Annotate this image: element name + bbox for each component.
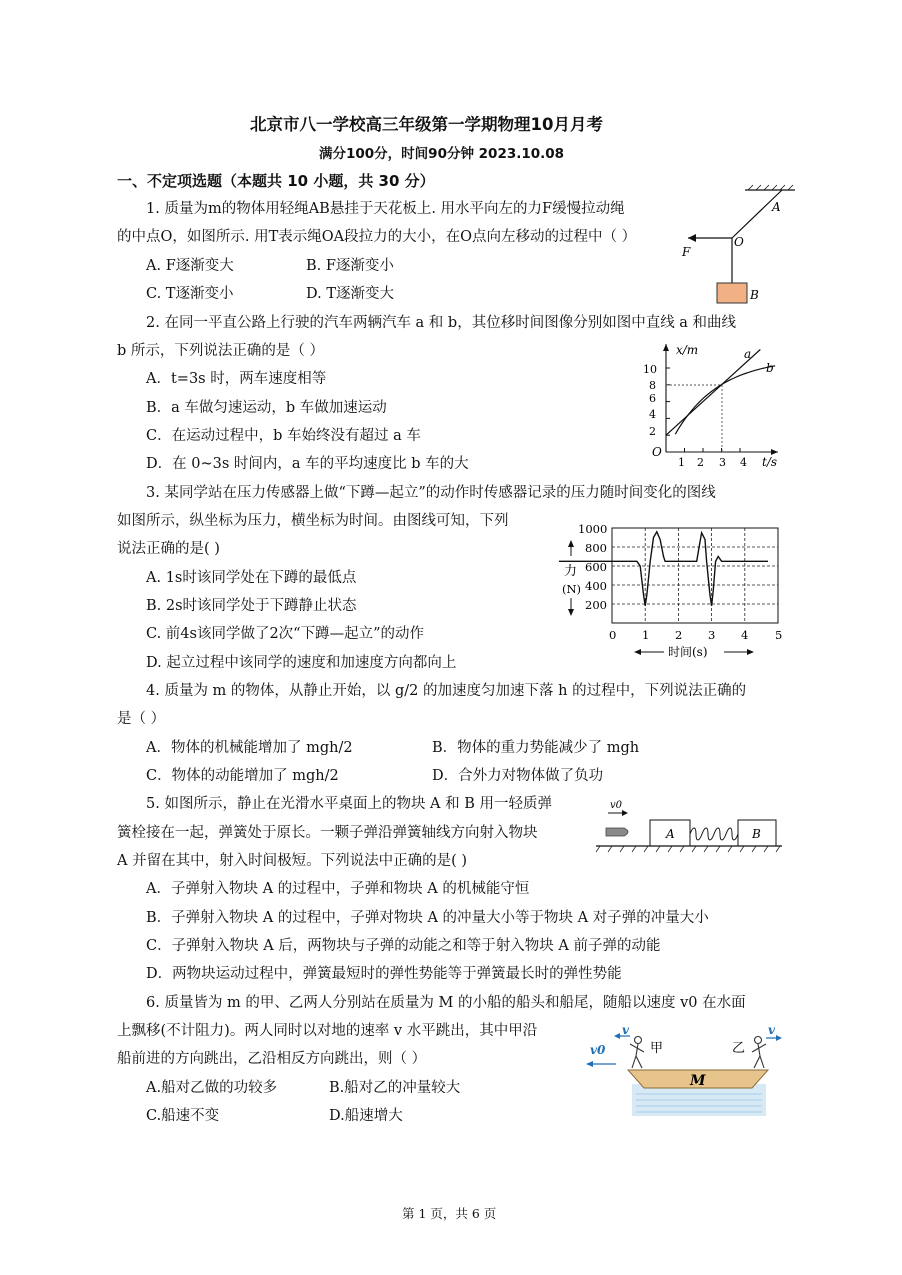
section-heading: 一、不定项选题（本题共 10 小题，共 30 分） bbox=[117, 172, 435, 190]
q2-stem-line1: 2. 在同一平直公路上行驶的汽车两辆汽车 a 和 b，其位移时间图像分别如图中直线 a 和曲线 bbox=[146, 315, 737, 331]
ytick-800: 800 bbox=[585, 541, 607, 555]
q1-option-d: D. T逐渐变大 bbox=[306, 286, 394, 302]
x-axis-label: x/m bbox=[676, 343, 699, 357]
q3-option-d: D. 起立过程中该同学的速度和加速度方向都向上 bbox=[146, 655, 457, 671]
q1-stem-line1: 1. 质量为m的物体用轻绳AB悬挂于天花板上. 用水平向左的力F缓慢拉动绳 bbox=[146, 201, 625, 217]
person-yi bbox=[752, 1037, 766, 1069]
v0-arrowhead bbox=[622, 810, 628, 816]
ytick-2: 2 bbox=[649, 425, 656, 438]
q4-option-d: D．合外力对物体做了负功 bbox=[432, 768, 604, 784]
curve-a-label: a bbox=[744, 347, 752, 361]
q5-stem-line3: A 并留在其中，射入时间极短。下列说法中正确的是( ) bbox=[117, 853, 468, 869]
xtick-4: 4 bbox=[740, 456, 747, 469]
q3-option-b: B. 2s时该同学处于下蹲静止状态 bbox=[146, 598, 357, 614]
q6-boat-figure bbox=[582, 1022, 782, 1118]
table-hatch bbox=[596, 846, 780, 852]
q4-option-c: C．物体的动能增加了 mgh/2 bbox=[146, 768, 339, 784]
jia-label: 甲 bbox=[650, 1041, 664, 1056]
q6-stem-line1: 6. 质量皆为 m 的甲、乙两人分别站在质量为 M 的小船的船头和船尾，随船以速度 v0 在水面 bbox=[146, 995, 746, 1011]
q6-stem-line2: 上飘移(不计阻力)。两人同时以对地的速率 v 水平跳出，其中甲沿 bbox=[117, 1023, 538, 1039]
q4-option-b: B．物体的重力势能减少了 mgh bbox=[432, 740, 640, 756]
spring bbox=[690, 828, 738, 840]
block-a-label: A bbox=[666, 827, 675, 841]
q6-option-a: A.船对乙做的功较多 bbox=[146, 1080, 278, 1096]
t-axis-label: t/s bbox=[762, 455, 778, 469]
q5-option-b: B．子弹射入物块 A 的过程中，子弹对物块 A 的冲量大小等于物块 A 对子弹的冲量大小 bbox=[146, 910, 709, 926]
ytick-8: 8 bbox=[649, 379, 656, 392]
y-label-force: 力 bbox=[564, 564, 578, 579]
xtick-0: 0 bbox=[609, 628, 617, 642]
ytick-400: 400 bbox=[585, 579, 607, 593]
q2-option-b: B．a 车做匀速运动，b 车做加速运动 bbox=[146, 400, 387, 416]
q6-option-d: D.船速增大 bbox=[329, 1108, 403, 1124]
x-axis-arrow bbox=[663, 344, 669, 351]
ytick-10: 10 bbox=[643, 363, 657, 376]
y-label-unit: (N) bbox=[562, 582, 582, 596]
v0-arrowhead bbox=[586, 1061, 593, 1067]
bullet bbox=[606, 828, 628, 836]
person-jia bbox=[630, 1037, 644, 1069]
xtick-5: 5 bbox=[775, 628, 783, 642]
label-f: F bbox=[682, 245, 691, 259]
q4-option-a: A．物体的机械能增加了 mgh/2 bbox=[146, 740, 353, 756]
v0-label: v0 bbox=[610, 800, 623, 811]
q3-stem-line2: 如图所示，纵坐标为压力，横坐标为时间。由图线可知，下列 bbox=[117, 513, 509, 529]
q5-option-a: A．子弹射入物块 A 的过程中，子弹和物块 A 的机械能守恒 bbox=[146, 881, 530, 897]
ceiling-hatch bbox=[748, 185, 793, 190]
v0-label: v0 bbox=[590, 1043, 606, 1057]
v-left-label: v bbox=[622, 1023, 629, 1037]
q3-option-a: A. 1s时该同学处在下蹲的最低点 bbox=[146, 570, 357, 586]
q5-spring-figure bbox=[596, 798, 782, 854]
rope-oa bbox=[732, 190, 782, 238]
q4-stem-line1: 4. 质量为 m 的物体，从静止开始，以 g/2 的加速度匀加速下落 h 的过程中，下列说法正确的 bbox=[146, 683, 747, 699]
block-b-label: B bbox=[752, 827, 761, 841]
q3-stem-line3: 说法正确的是( ) bbox=[117, 541, 220, 557]
q6-option-b: B.船对乙的冲量较大 bbox=[329, 1080, 461, 1096]
q1-option-b: B. F逐渐变小 bbox=[306, 258, 394, 274]
xtick-3: 3 bbox=[719, 456, 726, 469]
plot-frame bbox=[612, 528, 778, 623]
y-up-arrowhead bbox=[568, 540, 574, 547]
xtick-2: 2 bbox=[697, 456, 704, 469]
page-title: 北京市八一学校高三年级第一学期物理10月月考 bbox=[250, 115, 603, 134]
xtick-3: 3 bbox=[708, 628, 716, 642]
q1-option-c: C. T逐渐变小 bbox=[146, 286, 234, 302]
block-b bbox=[717, 283, 747, 303]
q2-option-a: A．t=3s 时，两车速度相等 bbox=[146, 371, 327, 387]
xtick-4: 4 bbox=[741, 628, 749, 642]
x-right-arrowhead bbox=[747, 649, 754, 655]
label-a: A bbox=[772, 200, 781, 214]
label-o: O bbox=[734, 235, 744, 249]
origin-label: O bbox=[652, 445, 662, 459]
x-left-arrowhead bbox=[634, 649, 641, 655]
line-a bbox=[666, 350, 760, 436]
label-b: B bbox=[750, 288, 759, 302]
curve-b bbox=[675, 366, 775, 434]
ytick-6: 6 bbox=[649, 392, 656, 405]
q6-stem-line3: 船前进的方向跳出，乙沿相反方向跳出，则（ ） bbox=[117, 1051, 427, 1067]
q5-stem-line2: 簧栓接在一起，弹簧处于原长。一颗子弹沿弹簧轴线方向射入物块 bbox=[117, 825, 538, 841]
xtick-1: 1 bbox=[678, 456, 685, 469]
v-right-arrowhead bbox=[776, 1035, 782, 1041]
q2-option-d: D．在 0~3s 时间内，a 车的平均速度比 b 车的大 bbox=[146, 456, 469, 472]
curve-b-label: b bbox=[766, 361, 774, 375]
v-left-arrowhead bbox=[614, 1033, 620, 1039]
boat-mass-label: M bbox=[690, 1073, 706, 1089]
q4-stem-line2: 是（ ） bbox=[117, 711, 166, 727]
q2-xt-graph bbox=[643, 340, 786, 470]
q6-option-c: C.船速不变 bbox=[146, 1108, 220, 1124]
ytick-200: 200 bbox=[585, 598, 607, 612]
q3-stem-line1: 3. 某同学站在压力传感器上做“下蹲—起立”的动作时传感器记录的压力随时间变化的图线 bbox=[146, 485, 716, 501]
q1-option-a: A. F逐渐变大 bbox=[146, 258, 234, 274]
x-label-time: 时间(s) bbox=[668, 645, 708, 659]
exam-info: 满分100分，时间90分钟 2023.10.08 bbox=[319, 146, 565, 162]
ytick-1000: 1000 bbox=[578, 522, 608, 536]
q2-option-c: C．在运动过程中，b 车始终没有超过 a 车 bbox=[146, 428, 421, 444]
y-down-arrowhead bbox=[568, 609, 574, 616]
page-footer: 第 1 页，共 6 页 bbox=[402, 1206, 497, 1221]
v-right-label: v bbox=[768, 1023, 775, 1037]
ytick-4: 4 bbox=[649, 408, 656, 421]
q3-force-graph bbox=[556, 518, 792, 664]
q1-rope-figure bbox=[670, 185, 800, 307]
xtick-2: 2 bbox=[675, 628, 683, 642]
q5-option-c: C．子弹射入物块 A 后，两物块与子弹的动能之和等于射入物块 A 前子弹的动能 bbox=[146, 938, 661, 954]
ytick-600: 600 bbox=[585, 560, 607, 574]
q5-option-d: D．两物块运动过程中，弹簧最短时的弹性势能等于弹簧最长时的弹性势能 bbox=[146, 966, 622, 982]
plot-grid bbox=[612, 528, 778, 623]
force-f-arrowhead bbox=[688, 234, 696, 242]
q3-option-c: C. 前4s该同学做了2次“下蹲—起立”的动作 bbox=[146, 626, 425, 642]
q2-stem-line2: b 所示，下列说法正确的是（ ） bbox=[117, 343, 324, 359]
yi-label: 乙 bbox=[732, 1041, 746, 1056]
q5-stem-line1: 5. 如图所示，静止在光滑水平桌面上的物块 A 和 B 用一轻质弹 bbox=[146, 796, 553, 812]
q1-stem-line2: 的中点O，如图所示. 用T表示绳OA段拉力的大小，在O点向左移动的过程中（ ） bbox=[117, 229, 637, 245]
xtick-1: 1 bbox=[642, 628, 650, 642]
